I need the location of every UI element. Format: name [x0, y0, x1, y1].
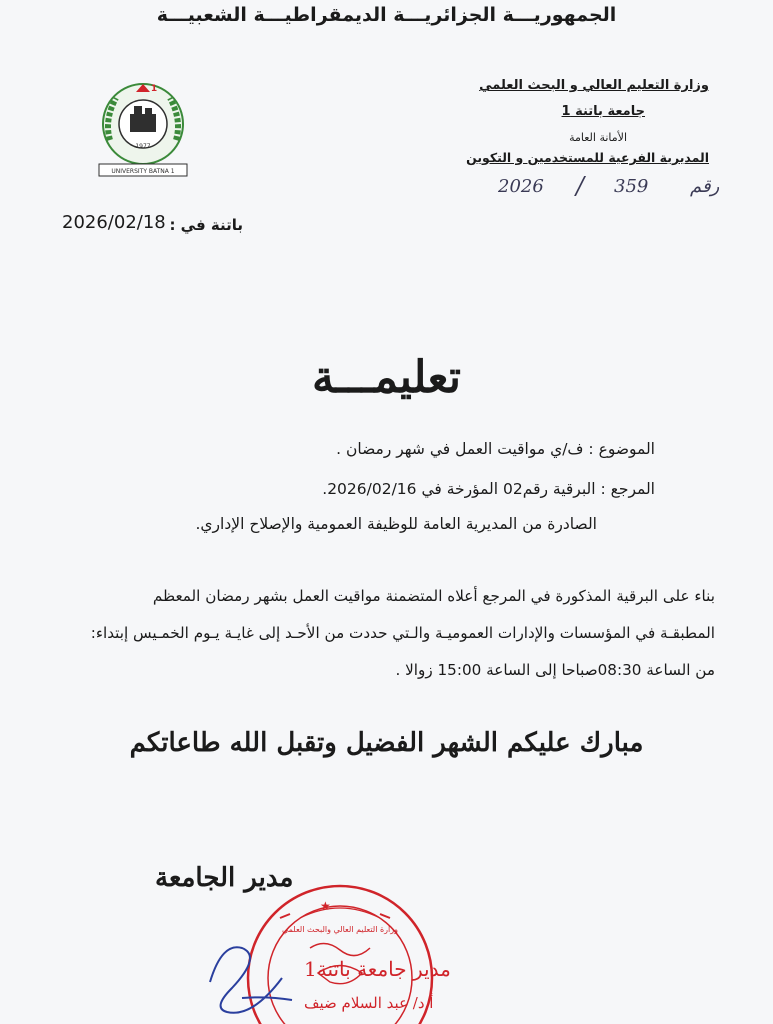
reference-year: 2026 — [498, 176, 544, 197]
document-title: تعليمـــة — [311, 352, 461, 403]
reference-number — [498, 172, 723, 204]
date-label: باتنة في : — [169, 216, 243, 234]
reference-value: 359 — [614, 176, 649, 197]
body-paragraph-line-1: بناء على البرقية المذكورة في المرجع أعلاه المتضمنة مواقيت العمل بشهر رمضان المعظم — [152, 587, 715, 605]
date-value: 2026/02/18 — [62, 212, 166, 233]
republic-header: الجمهوريـــة الجزائريـــة الديمقراطيـــة الشعبيـــة — [156, 4, 617, 26]
secretariat-name: الأمانة العامة — [569, 131, 627, 144]
handwritten-signature — [210, 947, 292, 1013]
logo-number: 1 — [150, 84, 158, 94]
stamp-line-2: أ.د/ عبد السلام ضيف — [304, 994, 434, 1012]
stamp-line-1: مدير جامعة باتنة1 — [304, 957, 451, 981]
reference-line-continued: الصادرة من المديرية العامة للوظيفة العمومية والإصلاح الإداري. — [195, 515, 597, 533]
signature-stamp — [92, 938, 451, 1024]
reference-slash: / — [576, 172, 585, 200]
subdirectorate-name: المديرية الفرعية للمستخدمين و التكوين — [466, 150, 709, 165]
body-paragraph-line-2: المطبقـة في المؤسسات والإدارات العموميـة والـتي حددت من الأحـد إلى غايـة يـوم الخمـيس إبتداء: — [90, 624, 715, 642]
body-paragraph-line-3: من الساعة 08:30صباحا إلى الساعة 15:00 زوالا . — [395, 661, 715, 679]
reference-label: رقم — [690, 176, 720, 197]
greeting: مبارك عليكم الشهر الفضيل وتقبل الله طاعاتكم — [129, 728, 644, 758]
reference-line: المرجع : البرقية رقم02 المؤرخة في 2026/02/16. — [322, 480, 655, 498]
seal-text: وزارة التعليم العالي والبحث العلمي — [282, 925, 398, 934]
ministry-name: وزارة التعليم العالي و البحث العلمي — [479, 78, 709, 93]
university-name: جامعة باتنة 1 — [561, 104, 645, 119]
university-logo — [96, 80, 190, 180]
seal-star: ★ — [320, 899, 331, 913]
logo-year: 1977 — [135, 143, 151, 150]
signatory-title: مدير الجامعة — [155, 863, 294, 893]
subject-line: الموضوع : ف/ي مواقيت العمل في شهر رمضان . — [336, 440, 655, 458]
logo-caption: UNIVERSITY BATNA 1 — [111, 168, 175, 175]
